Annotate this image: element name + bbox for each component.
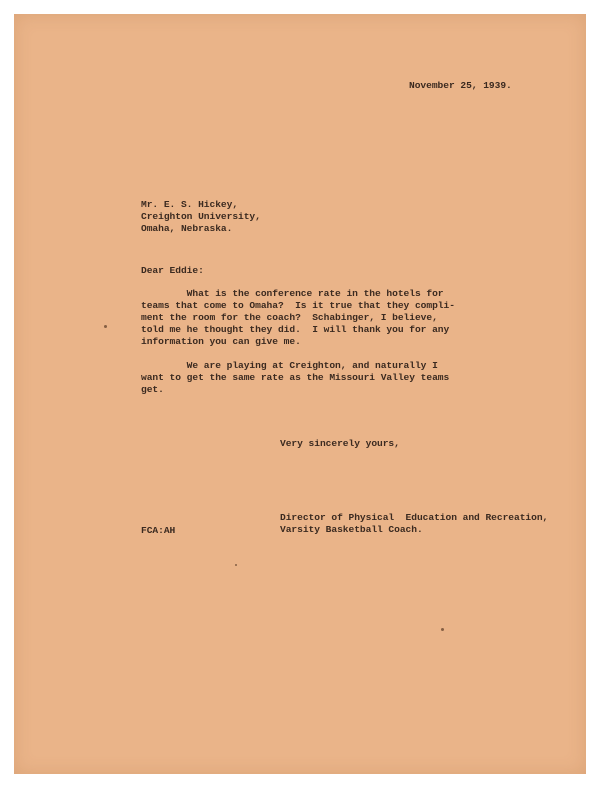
signature-title-line: Director of Physical Education and Recreation,	[280, 512, 549, 523]
salutation: Dear Eddie:	[141, 265, 204, 276]
typist-initials: FCA:AH	[141, 525, 176, 536]
letter-page	[14, 14, 586, 774]
letter-date: November 25, 1939.	[409, 80, 512, 91]
closing: Very sincerely yours,	[280, 438, 400, 449]
recipient-institution: Creighton University,	[141, 211, 261, 222]
paragraph2-line: We are playing at Creighton, and naturally I	[141, 360, 438, 371]
paper-speck	[235, 564, 237, 566]
paper-speck	[441, 628, 444, 631]
paragraph1-line: teams that come to Omaha? Is it true that they compli-	[141, 300, 455, 311]
paragraph1-line: ment the room for the coach? Schabinger, I believe,	[141, 312, 438, 323]
paper-speck	[104, 325, 107, 328]
paragraph1-line: What is the conference rate in the hotels for	[141, 288, 444, 299]
paragraph1-line: told me he thought they did. I will thank you for any	[141, 324, 450, 335]
paragraph1-line: information you can give me.	[141, 336, 301, 347]
signature-title-line: Varsity Basketball Coach.	[280, 524, 423, 535]
paragraph2-line: want to get the same rate as the Missouri Valley teams	[141, 372, 450, 383]
recipient-city: Omaha, Nebraska.	[141, 223, 233, 234]
recipient-name: Mr. E. S. Hickey,	[141, 199, 239, 210]
paragraph2-line: get.	[141, 384, 164, 395]
